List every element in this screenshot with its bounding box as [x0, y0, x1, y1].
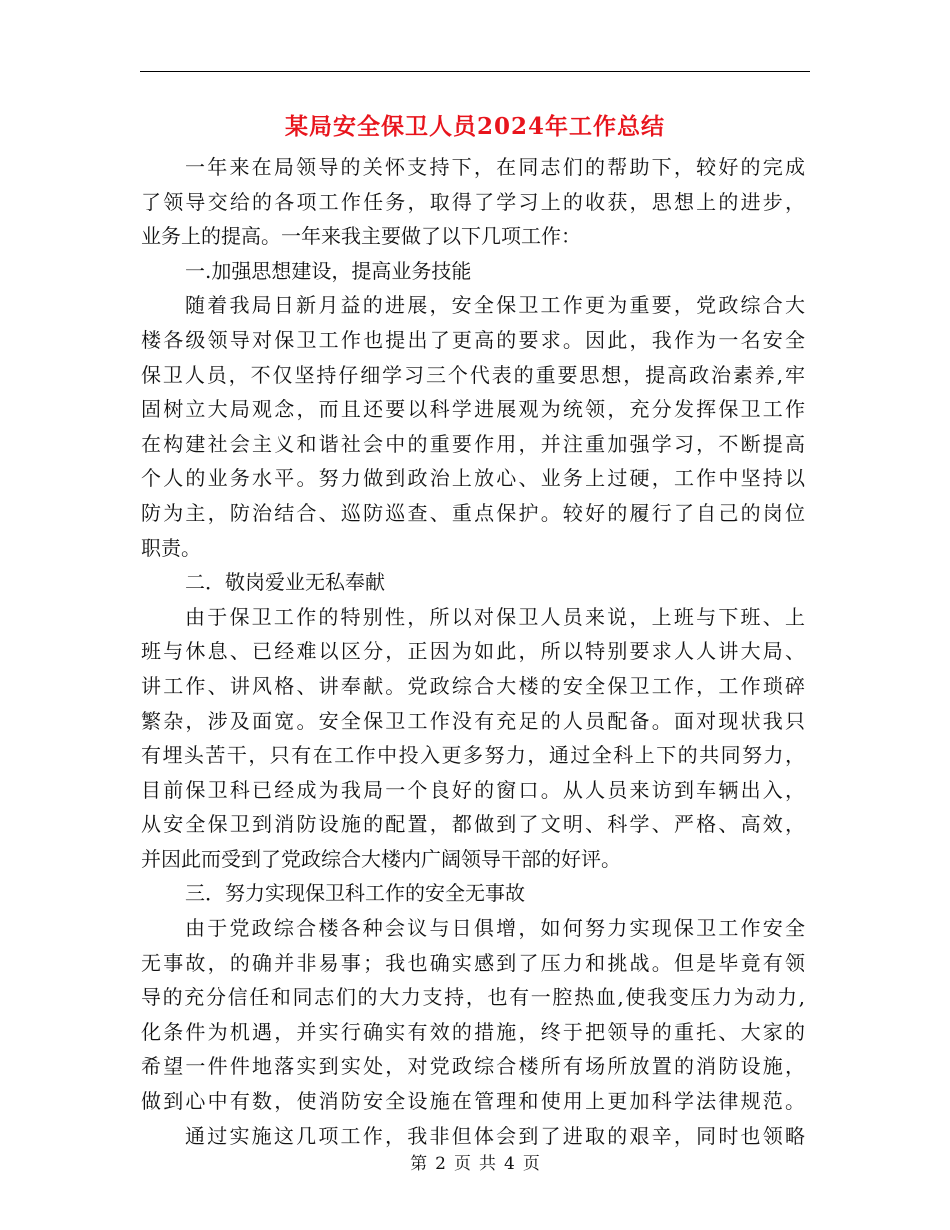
text-line: 无事故，的确并非易事；我也确实感到了压力和挑战。但是毕竟有领: [141, 950, 805, 975]
text-line: 楼各级领导对保卫工作也提出了更高的要求。因此，我作为一名安全: [141, 327, 805, 352]
footer-page-number: 2: [435, 1154, 446, 1174]
text-line: 并因此而受到了党政综合大楼内广阔领导干部的好评。: [141, 846, 621, 871]
footer-total-pages: 4: [504, 1154, 515, 1174]
text-line: 由于党政综合楼各种会议与日俱增，如何努力实现保卫工作安全: [185, 916, 805, 941]
text-line: 一年来在局领导的关怀支持下，在同志们的帮助下，较好的完成: [185, 155, 805, 179]
text-line: 目前保卫科已经成为我局一个良好的窗口。从人员来访到车辆出入，: [141, 777, 805, 802]
text-line: 从安全保卫到消防设施的配置，都做到了文明、科学、严格、高效，: [141, 812, 805, 837]
document-body: [141, 150, 805, 1153]
text-line: 通过实施这几项工作，我非但体会到了进取的艰辛，同时也领略: [185, 1123, 805, 1148]
text-line: 业务上的提高。一年来我主要做了以下几项工作：: [141, 224, 581, 249]
text-line: 由于保卫工作的特别性，所以对保卫人员来说，上班与下班、上: [185, 604, 805, 629]
footer-suffix: 页: [522, 1154, 540, 1174]
text-line: 职责。: [141, 535, 201, 560]
page-footer: [0, 1152, 950, 1176]
text-line: 讲工作、讲风格、讲奉献。党政综合大楼的安全保卫工作，工作琐碎: [141, 673, 805, 698]
text-line: 固树立大局观念，而且还要以科学进展观为统领，充分发挥保卫工作: [141, 397, 805, 422]
text-line: 导的充分信任和同志们的大力支持，也有一腔热血,使我变压力为动力,: [141, 985, 805, 1010]
text-line: 希望一件件地落实到实处，对党政综合楼所有场所放置的消防设施，: [141, 1054, 805, 1079]
text-line: 一.加强思想建设，提高业务技能: [185, 258, 472, 283]
footer-total-prefix: 共: [479, 1154, 496, 1174]
text-line: 个人的业务水平。努力做到政治上放心、业务上过硬，工作中坚持以: [141, 466, 805, 491]
footer-prefix: 第: [410, 1154, 428, 1174]
text-line: 三．努力实现保卫科工作的安全无事故: [185, 881, 525, 906]
text-line: 做到心中有数，使消防安全设施在管理和使用上更加科学法律规范。: [141, 1089, 805, 1114]
text-line: 保卫人员，不仅坚持仔细学习三个代表的重要思想，提高政治素养,牢: [141, 362, 805, 387]
text-line: 班与休息、已经难以区分，正因为如此，所以特别要求人人讲大局、: [141, 639, 805, 664]
footer-page-label: 页: [454, 1154, 471, 1174]
text-line: 了领导交给的各项工作任务，取得了学习上的收获，思想上的进步，: [141, 189, 805, 214]
text-line: 在构建社会主义和谐社会中的重要作用，并注重加强学习，不断提高: [141, 431, 805, 456]
text-line: 随着我局日新月益的进展，安全保卫工作更为重要，党政综合大: [185, 293, 805, 318]
text-line: 二．敬岗爱业无私奉献: [185, 570, 385, 595]
text-line: 防为主，防治结合、巡防巡查、重点保护。较好的履行了自己的岗位: [141, 500, 805, 525]
text-line: 繁杂，涉及面宽。安全保卫工作没有充足的人员配备。面对现状我只: [141, 708, 805, 733]
text-line: 化条件为机遇，并实行确实有效的措施，终于把领导的重托、大家的: [141, 1019, 805, 1044]
text-line: 有埋头苦干，只有在工作中投入更多努力，通过全科上下的共同努力，: [141, 743, 805, 768]
header-rule: [140, 71, 810, 72]
document-title: 某局安全保卫人员2024年工作总结: [284, 113, 665, 140]
